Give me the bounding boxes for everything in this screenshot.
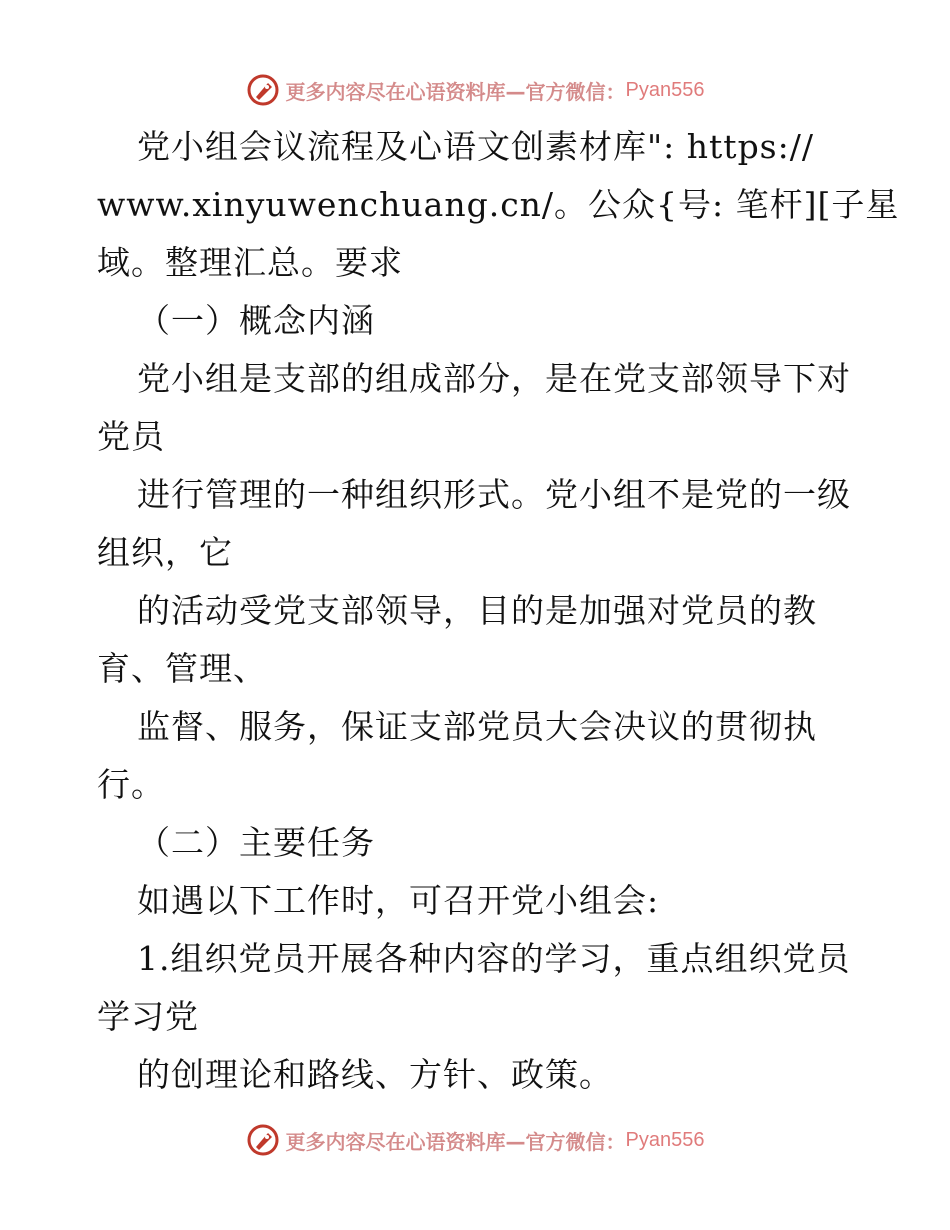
pen-nib-circle-icon [246, 1123, 280, 1157]
footer-banner-text: 更多内容尽在心语资料库—官方微信： [285, 1129, 626, 1154]
header-banner-account: Pyan556 [625, 78, 705, 101]
paragraph-line: 进行管理的一种组织形式。党小组不是党的一级 [137, 475, 851, 514]
paragraph-line: 党小组是支部的组成部分，是在党支部领导下对 [137, 359, 851, 398]
paragraph-line: 的创理论和路线、方针、政策。 [137, 1055, 613, 1094]
section-heading: （一）概念内涵 [137, 301, 375, 340]
section-heading: （二）主要任务 [137, 823, 375, 862]
paragraph-line: 域。整理汇总。要求 [97, 243, 403, 282]
footer-watermark-banner [0, 1120, 950, 1160]
header-banner-text: 更多内容尽在心语资料库—官方微信： [285, 79, 626, 104]
paragraph-line: 育、管理、 [97, 649, 267, 688]
paragraph-line: 如遇以下工作时，可召开党小组会: [137, 881, 660, 920]
paragraph-line: 党小组会议流程及心语文创素材库": https:// [137, 127, 814, 166]
paragraph-line: 学习党 [97, 997, 199, 1036]
header-watermark-banner [0, 70, 950, 110]
footer-banner-account: Pyan556 [625, 1128, 705, 1151]
paragraph-line: 行。 [97, 765, 165, 804]
paragraph-line: 的活动受党支部领导，目的是加强对党员的教 [137, 591, 817, 630]
paragraph-line: www.xinyuwenchuang.cn/。公众{号: 笔杆][子星 [97, 185, 900, 224]
paragraph-line: 1.组织党员开展各种内容的学习，重点组织党员 [137, 939, 851, 978]
paragraph-line: 组织，它 [97, 533, 233, 572]
document-body [97, 118, 900, 1104]
pen-nib-circle-icon [246, 73, 280, 107]
paragraph-line: 监督、服务，保证支部党员大会决议的贯彻执 [137, 707, 817, 746]
paragraph-line: 党员 [97, 417, 165, 456]
